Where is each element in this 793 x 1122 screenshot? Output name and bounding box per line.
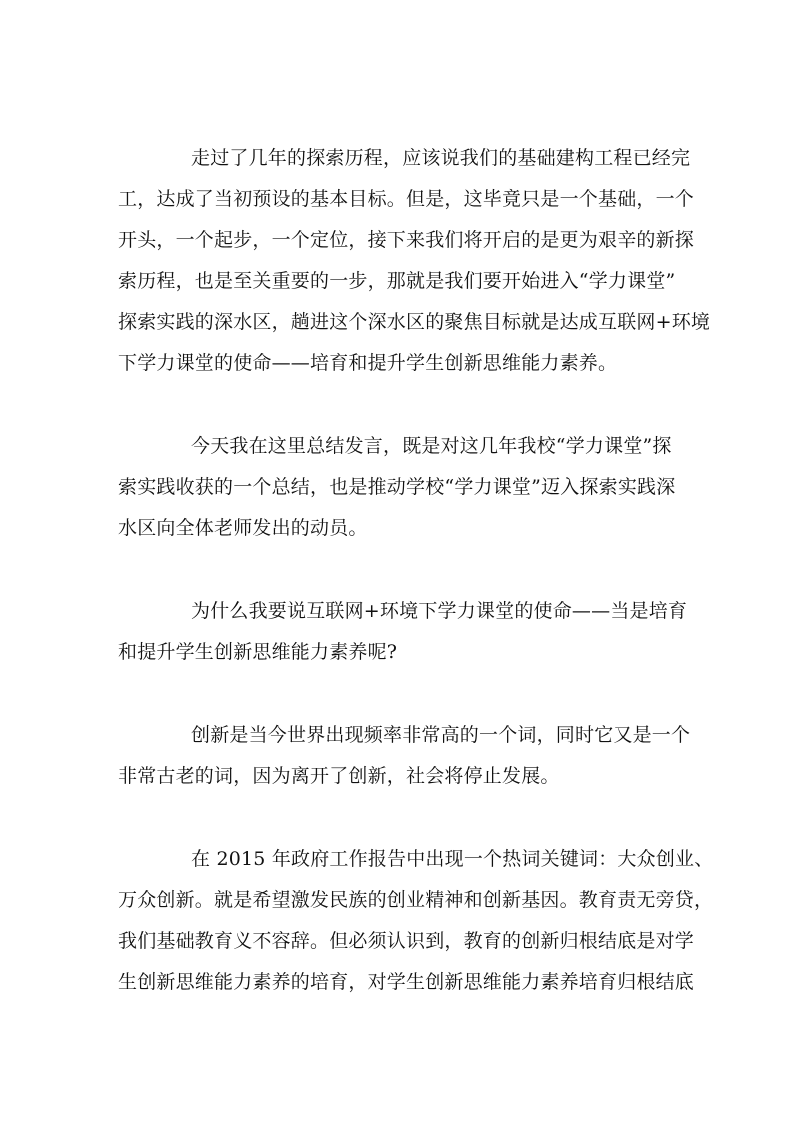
text-line: 索历程，也是至关重要的一步，那就是我们要开始进入“学力课堂” [118,270,676,292]
text-line: 工，达成了当初预设的基本目标。但是，这毕竟只是一个基础，一个 [118,188,695,210]
text-line: 索实践收获的一个总结，也是推动学校“学力课堂”迈入探索实践深 [118,476,676,498]
text-line: 下学力课堂的使命——培育和提升学生创新思维能力素养。 [118,352,618,374]
text-line: 水区向全体老师发出的动员。 [118,517,368,539]
text-line: 走过了几年的探索历程，应该说我们的基础建构工程已经完 [191,147,691,169]
text-line: 今天我在这里总结发言，既是对这几年我校“学力课堂”探 [191,435,672,457]
text-line: 万众创新。就是希望激发民族的创业精神和创新基因。教育责无旁贷， [118,889,714,911]
text-line: 开头，一个起步，一个定位，接下来我们将开启的是更为艰辛的新探 [118,229,695,251]
text-line: 创新是当今世界出现频率非常高的一个词，同时它又是一个 [191,724,691,746]
text-line: 为什么我要说互联网+环境下学力课堂的使命——当是培育 [191,600,688,622]
text-line: 和提升学生创新思维能力素养呢? [118,641,398,663]
text-line: 我们基础教育义不容辞。但必须认识到，教育的创新归根结底是对学 [118,930,695,952]
text-line: 生创新思维能力素养的培育，对学生创新思维能力素养培育归根结底 [118,971,695,993]
text-line: 探索实践的深水区，趟进这个深水区的聚焦目标就是达成互联网+环境 [118,311,711,333]
text-line: 在 2015 年政府工作报告中出现一个热词关键词：大众创业、 [191,848,714,870]
text-line: 非常古老的词，因为离开了创新，社会将停止发展。 [118,765,560,787]
